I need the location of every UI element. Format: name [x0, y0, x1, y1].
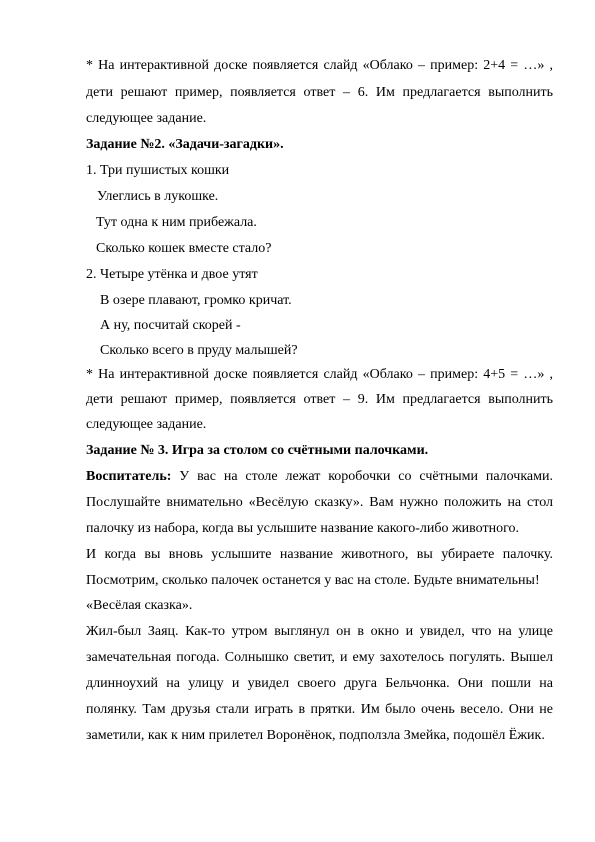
paragraph-line: дети решают пример, появляется ответ – 9. Им предлагается выполнить [86, 392, 553, 407]
riddle-line: 2. Четыре утёнка и двое утят [86, 267, 258, 282]
paragraph-line: палочку из набора, когда вы услышите название какого-либо животного. [86, 521, 519, 536]
paragraph-text: У вас на столе лежат коробочки со счётными палочками. [171, 469, 553, 484]
story-line: заметили, как к ним прилетел Воронёнок, подползла Змейка, подошёл Ёжик. [86, 728, 545, 743]
paragraph-line [86, 468, 553, 486]
riddle-line: Тут одна к ним прибежала. [96, 215, 257, 230]
paragraph-line: * На интерактивной доске появляется слайд «Облако – пример: 4+5 = …» , [86, 367, 553, 382]
paragraph-line: следующее задание. [86, 111, 207, 126]
riddle-line: Улеглись в лукошке. [97, 189, 219, 204]
paragraph-line: Послушайте внимательно «Весёлую сказку». Вам нужно положить на стол [86, 495, 553, 510]
story-line: полянку. Там друзья стали играть в прятки. Им было очень весело. Они не [86, 702, 553, 717]
riddle-line: А ну, посчитай скорей - [100, 318, 241, 333]
story-line: длинноухий на улицу и увидел своего друга Бельчонка. Они пошли на [86, 676, 553, 691]
task-3-heading: Задание № 3. Игра за столом со счётными палочками. [86, 443, 429, 458]
story-line: замечательная погода. Солнышко светит, и ему захотелось погулять. Вышел [86, 650, 553, 665]
riddle-line: Сколько всего в пруду малышей? [100, 343, 298, 358]
riddle-line: Сколько кошек вместе стало? [96, 241, 272, 256]
story-line: Жил-был Заяц. Как-то утром выглянул он в окно и увидел, что на улице [86, 624, 553, 639]
paragraph-line: следующее задание. [86, 417, 207, 432]
riddle-line: 1. Три пушистых кошки [86, 163, 230, 178]
paragraph-line: Посмотрим, сколько палочек останется у вас на столе. Будьте внимательны! [86, 573, 540, 588]
paragraph-line: дети решают пример, появляется ответ – 6. Им предлагается выполнить [86, 85, 553, 100]
speaker-label: Воспитатель: [86, 469, 172, 484]
task-2-heading: Задание №2. «Задачи-загадки». [86, 137, 284, 152]
paragraph-line: И когда вы вновь услышите название животного, вы убираете палочку. [86, 547, 553, 562]
riddle-line: В озере плавают, громко кричат. [100, 293, 292, 308]
paragraph-line: * На интерактивной доске появляется слайд «Облако – пример: 2+4 = …» , [86, 58, 553, 73]
story-title: «Весёлая сказка». [86, 598, 193, 613]
